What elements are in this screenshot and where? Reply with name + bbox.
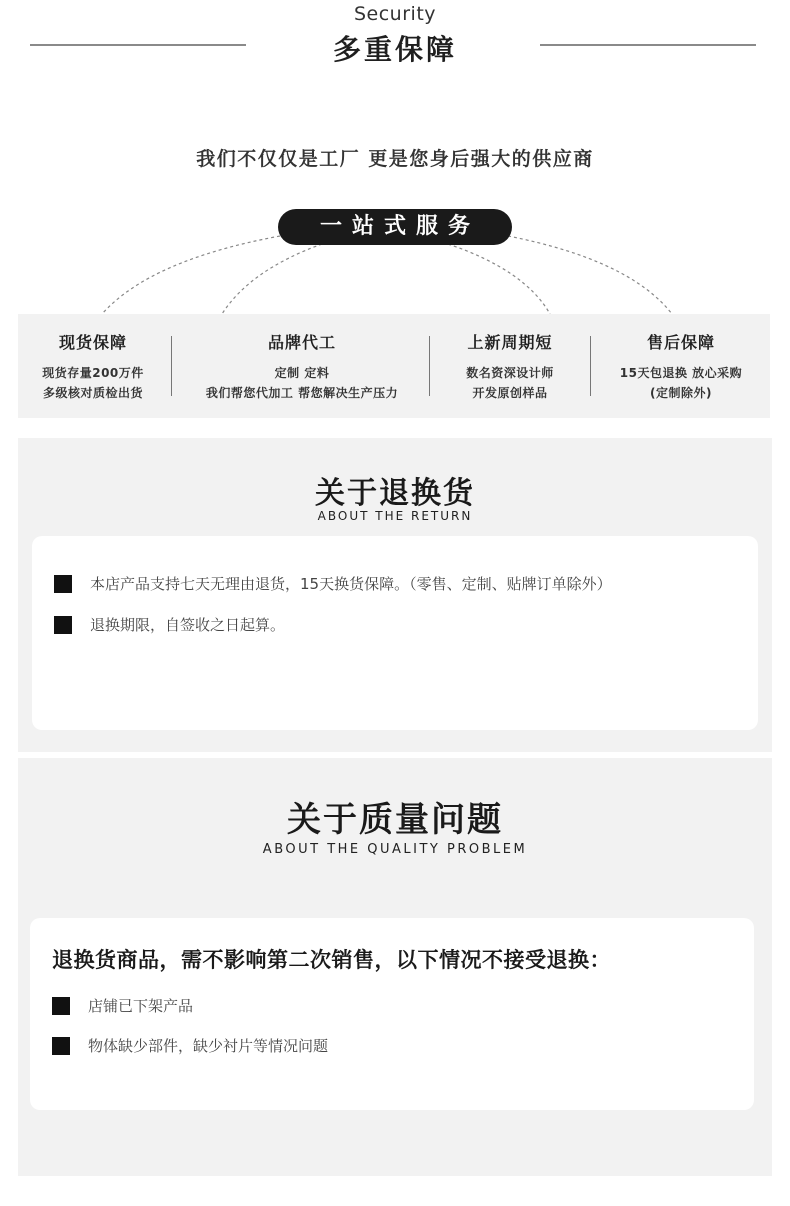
header-title-en: Security xyxy=(353,3,437,25)
service-badge: 一站式服务 xyxy=(278,209,512,245)
quality-card xyxy=(30,918,754,1110)
feature-line: 现货存量200万件 xyxy=(42,366,144,380)
returns-card xyxy=(32,536,758,730)
feature-line: 多级核对质检出货 xyxy=(42,386,143,400)
header-title-cn: 多重保障 xyxy=(332,33,457,66)
square-bullet-icon xyxy=(52,997,70,1015)
feature-line: 15天包退换 放心采购 xyxy=(619,366,743,380)
feature-after-sales xyxy=(594,330,768,403)
feature-line: (定制除外) xyxy=(650,386,712,400)
list-item-text: 退换期限，自签收之日起算。 xyxy=(90,616,286,634)
tagline: 我们不仅仅是工厂 更是您身后强大的供应商 xyxy=(196,148,594,170)
list-item-text: 店铺已下架产品 xyxy=(88,997,194,1015)
square-bullet-icon xyxy=(52,1037,70,1055)
quality-subtitle: ABOUT THE QUALITY PROBLEM xyxy=(262,842,528,857)
feature-title: 现货保障 xyxy=(58,333,127,352)
quality-section xyxy=(18,758,772,1176)
feature-stock xyxy=(18,330,168,403)
page-header xyxy=(0,0,790,80)
quality-title: 关于质量问题 xyxy=(287,800,503,840)
square-bullet-icon xyxy=(54,616,72,634)
returns-subtitle: ABOUT THE RETURN xyxy=(317,509,473,523)
returns-title: 关于退换货 xyxy=(315,476,475,511)
feature-line: 定制 定料 xyxy=(274,366,330,380)
feature-oem xyxy=(176,330,428,403)
feature-title: 上新周期短 xyxy=(467,333,553,352)
arc-outer-left xyxy=(102,236,280,314)
feature-title: 品牌代工 xyxy=(267,333,336,352)
arc-outer-right xyxy=(508,236,672,314)
feature-line: 我们帮您代加工 帮您解决生产压力 xyxy=(205,386,399,400)
list-item-text: 本店产品支持七天无理由退货，15天换货保障。（零售、定制、贴牌订单除外） xyxy=(90,575,612,593)
feature-new-arrivals xyxy=(432,330,588,403)
feature-divider xyxy=(429,336,430,396)
header-divider-right xyxy=(540,44,756,46)
arc-inner-right xyxy=(448,244,550,314)
feature-divider xyxy=(171,336,172,396)
feature-title: 售后保障 xyxy=(646,333,715,352)
feature-line: 数名资深设计师 xyxy=(466,366,554,380)
square-bullet-icon xyxy=(54,575,72,593)
list-item-text: 物体缺少部件，缺少衬片等情况问题 xyxy=(88,1037,329,1055)
returns-section xyxy=(18,438,772,752)
feature-divider xyxy=(590,336,591,396)
features-panel xyxy=(18,314,770,418)
quality-heading: 退换货商品，需不影响第二次销售，以下情况不接受退换： xyxy=(52,948,611,972)
feature-line: 开发原创样品 xyxy=(472,386,548,400)
arc-inner-left xyxy=(222,244,322,314)
